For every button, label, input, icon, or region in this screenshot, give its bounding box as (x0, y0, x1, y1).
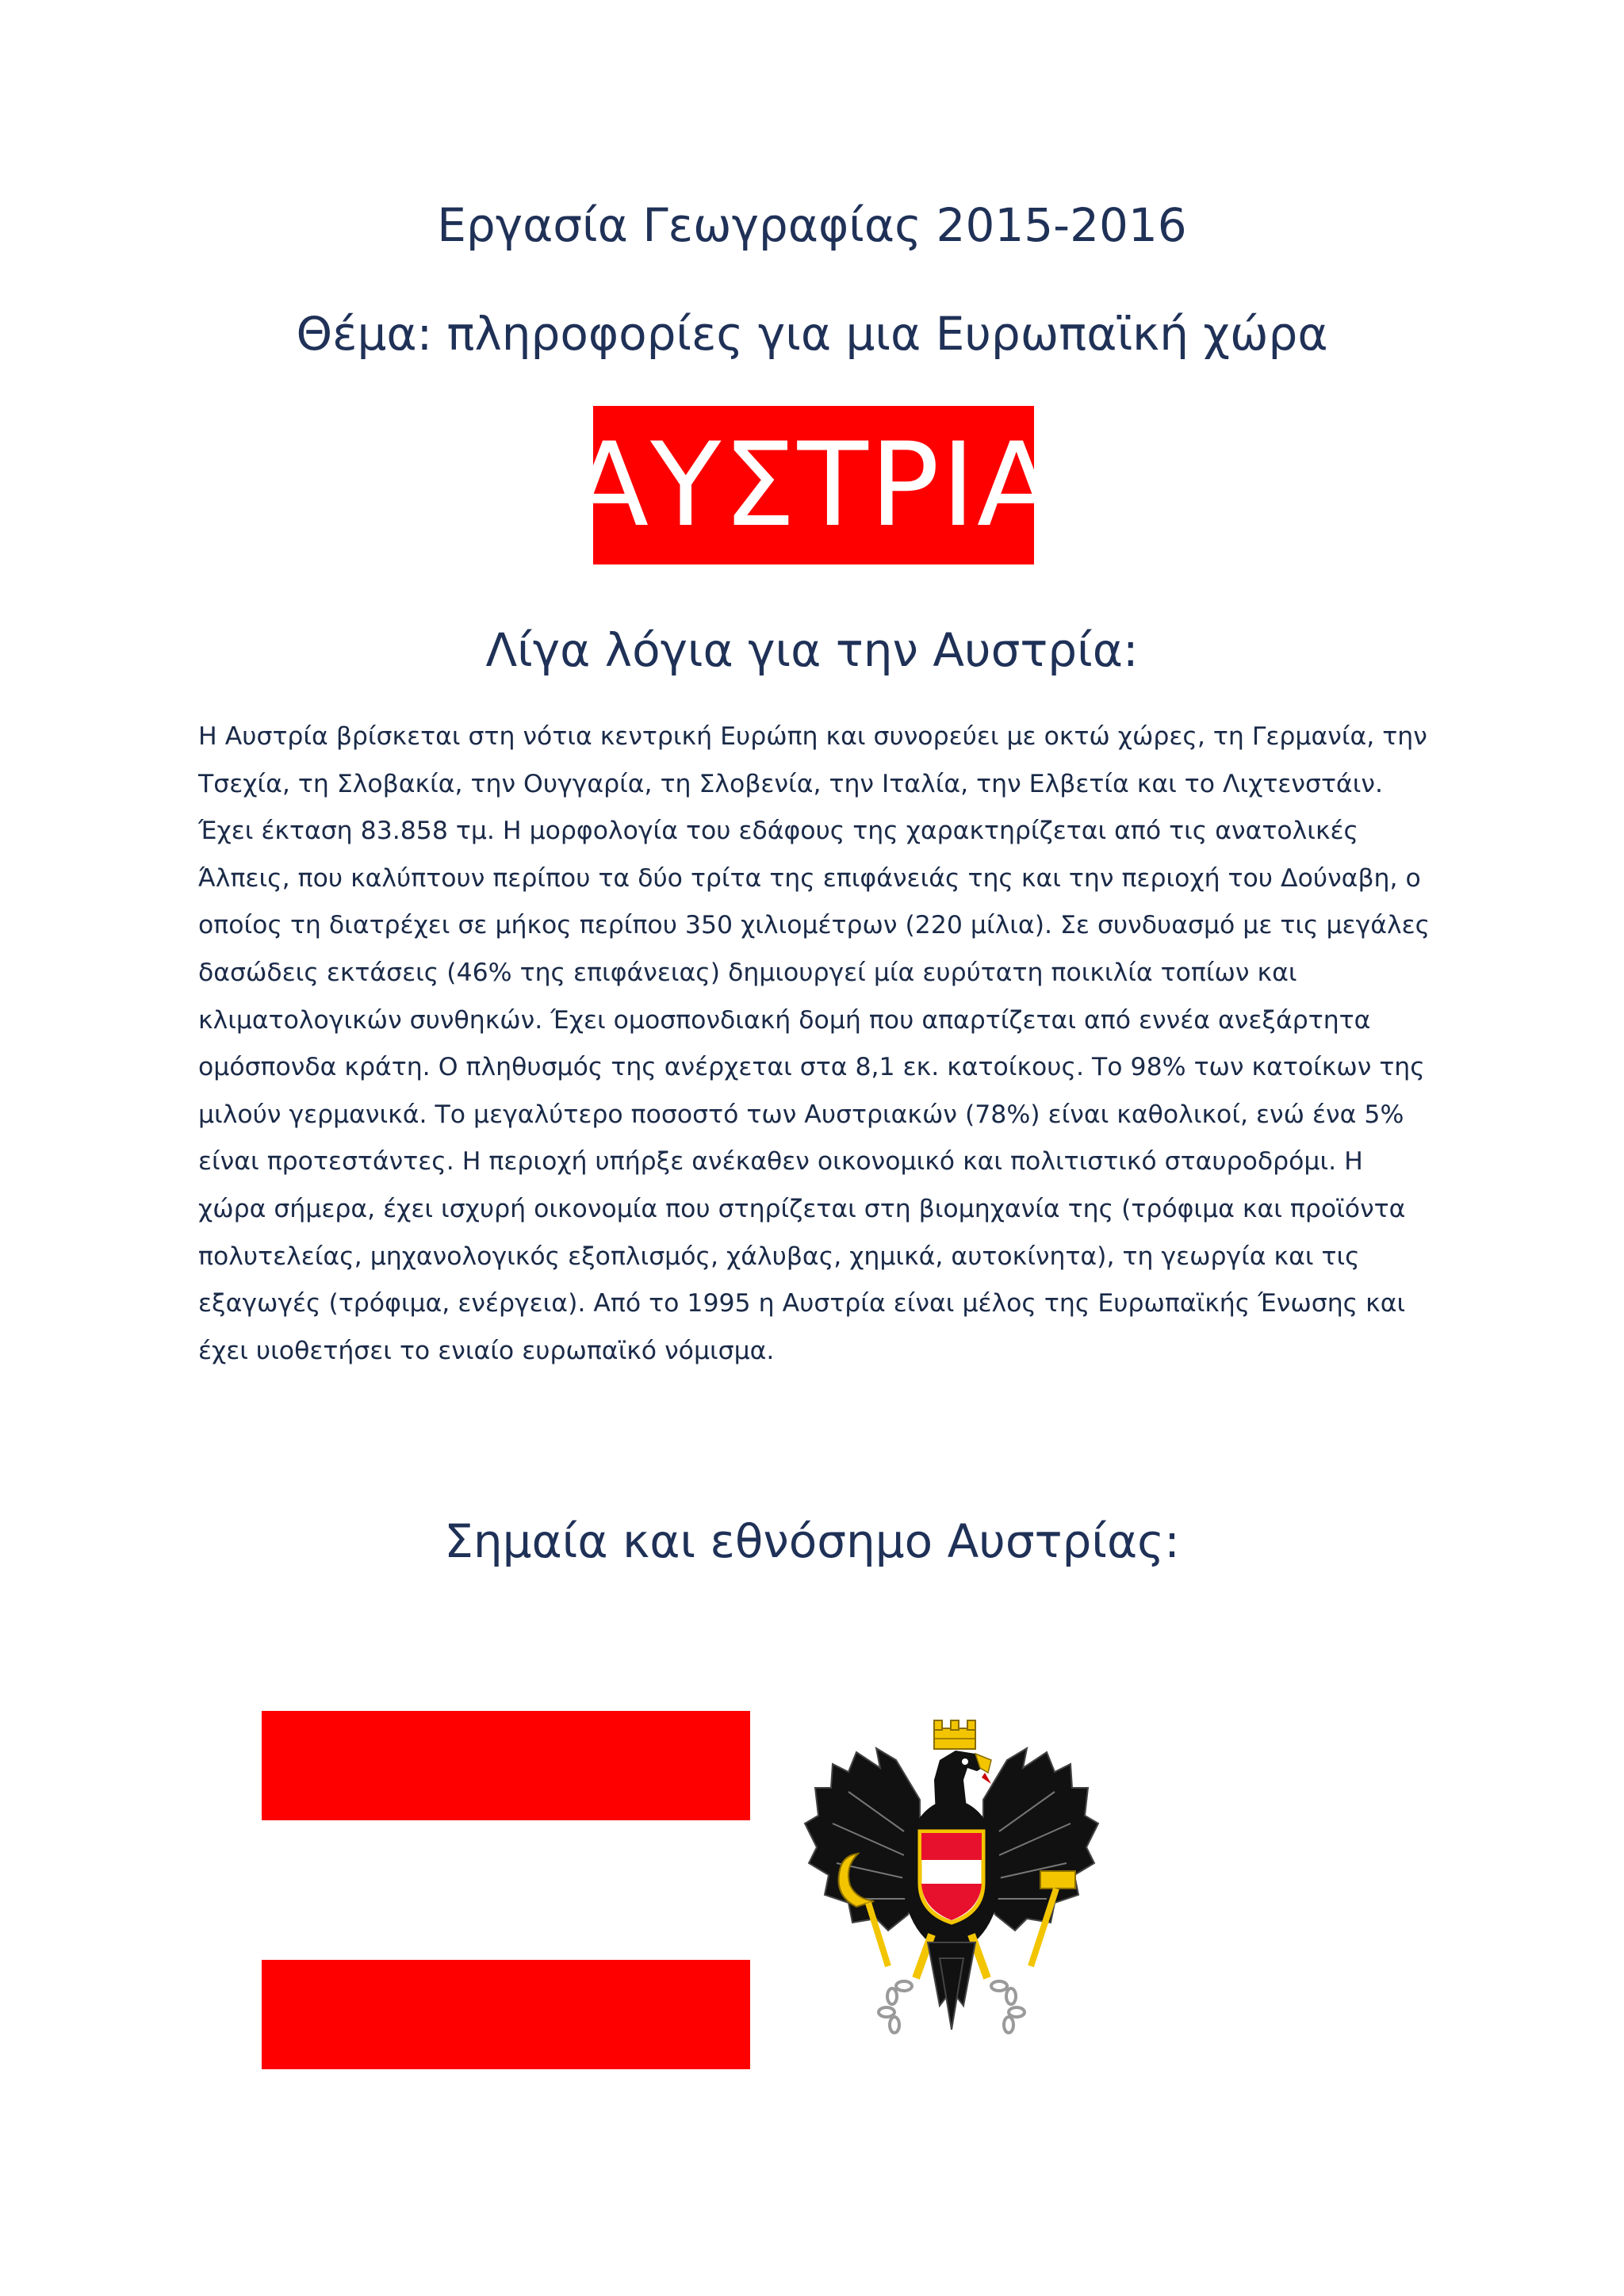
intro-paragraph: Η Αυστρία βρίσκεται στη νότια κεντρική Ευρώπη και συνορεύει με οκτώ χώρες, τη Γερμανία, την Τσεχία, τη Σλοβακία, την Ουγγαρία, τη Σλοβενία, την Ιταλία, την Ελβετία και το Λιχτενστάιν. Έχει έκταση 83.858 τμ. Η μορφολογία του εδάφους της χαρακτηρίζεται από τις ανατολικές Άλπεις, που καλύπτουν περίπου τα δύο τρίτα της επιφάνειάς της και την περιοχή του Δούναβη, ο οποίος τη διατρέχει σε μήκος περίπου 350 χιλιομέτρων (220 μίλια). Σε συνδυασμό με τις μεγάλες δασώδεις εκτάσεις (46% της επιφάνειας) δημιουργεί μία ευρύτατη ποικιλία τοπίων και κλιματολογικών συνθηκών. Έχει ομοσπονδιακή δομή που απαρτίζεται από εννέα ανεξάρτητα ομόσπονδα κράτη. Ο πληθυσμός της ανέρχεται στα 8,1 εκ. κατοίκους. Το 98% των κατοίκων της μιλούν γερμανικά. Το μεγαλύτερο ποσοστό των Αυστριακών (78%) είναι καθολικοί, ενώ ένα 5% είναι προτεστάντες. Η περιοχή υπήρξε ανέκαθεν οικονομικό και πολιτιστικό σταυροδρόμι. Η χώρα σήμερα, έχει ισχυρή οικονομία που στηρίζεται στη βιομηχανία της (τρόφιμα και προϊόντα πολυτελείας, μηχανολογικός εξοπλισμός, χάλυβας, χημικά, αυτοκίνητα), τη γεωργία και τις εξαγωγές (τρόφιμα, ενέργεια). Από το 1995 η Αυστρία είναι μέλος της Ευρωπαϊκής Ένωσης και έχει υιοθετήσει το ενιαίο ευρωπαϊκό νόμισμα. (198, 722, 1431, 1365)
austria-flag-icon (262, 1711, 750, 2069)
coat-of-arms-icon (801, 1705, 1102, 2069)
country-banner (569, 406, 1058, 564)
right-wing-shape (983, 1748, 1098, 1931)
flag-middle-stripe (262, 1835, 750, 1945)
symbols-heading: Σημαία και εθνόσημο Αυστρίας: (444, 1514, 1180, 1568)
flag-top-stripe (262, 1711, 750, 1820)
country-name: ΑΥΣΤΡΙΑ (569, 418, 1058, 553)
red-white-shield-icon (920, 1831, 983, 1923)
document-title: Εργασία Γεωγραφίας 2015-2016 (437, 198, 1187, 252)
document-subject: Θέμα: πληροφορίες για μια Ευρωπαϊκή χώρα (296, 307, 1328, 361)
mural-crown-icon (934, 1720, 975, 1749)
flag-bottom-stripe (262, 1960, 750, 2069)
intro-heading: Λίγα λόγια για την Αυστρία: (485, 623, 1139, 677)
